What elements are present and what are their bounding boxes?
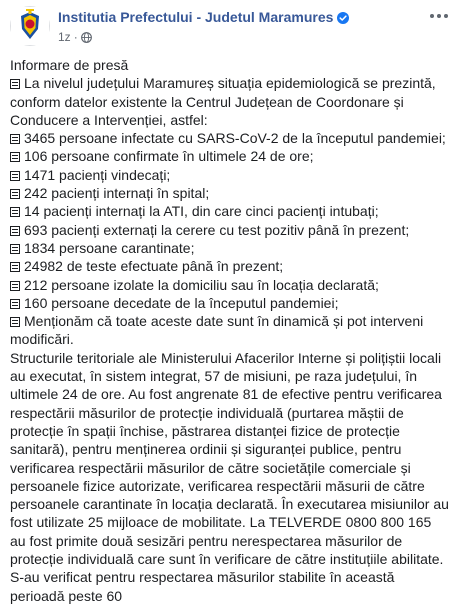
more-options-button[interactable]	[427, 8, 451, 24]
square-bullet-icon	[10, 299, 20, 309]
statistics-item	[10, 257, 450, 275]
page-name-link[interactable]: Institutia Prefectului - Judetul Maramures	[58, 9, 334, 25]
statistics-list	[10, 129, 450, 349]
verified-badge-icon	[337, 11, 349, 23]
coat-of-arms-icon	[11, 7, 49, 45]
statistics-item-text: 14 pacienți internați la ATI, din care cinci pacienți intubați;	[24, 203, 379, 220]
square-bullet-icon	[10, 79, 20, 89]
page-name-row	[58, 8, 349, 26]
statistics-item	[10, 166, 450, 184]
statistics-item-text: 3465 persoane infectate cu SARS-CoV-2 de la începutul pandemiei;	[24, 130, 446, 147]
statistics-item	[10, 294, 450, 312]
square-bullet-icon	[10, 244, 20, 254]
statistics-item-text: 242 pacienți internați în spital;	[24, 185, 210, 202]
statistics-item	[10, 147, 450, 165]
statistics-item	[10, 276, 450, 294]
square-bullet-icon	[10, 226, 20, 236]
post-paragraph: Structurile teritoriale ale Ministerului Afacerilor Interne și polițiștii locali au executat, în sistem integrat, 57 de misiuni, pe raza județului, în ultimele 24 de ore. Au fost angrenate 81 de efective pentru verificarea respectării măsurilor de protecție individuală (purtarea măștii de protecție în spații închise, păstrarea distanței fizice de protecție sanitară), pentru menținerea ordinii și siguranței publice, pentru verificarea respectării măsurilor de către societățile comerciale și persoanele fizice autorizate, verificarea respectării măsurii de către persoanele carantinate în locația declarată. În executarea misiunilor au fost utilizate 25 mijloace de mobilitate. La TELVERDE 0800 800 165 au fost primite două sesizări pentru nerespectarea măsurilor de protecție individuală care sunt în verificare de către instituțiile abilitate. S-au verificat pentru respectarea măsurilor stabilite în această perioadă peste 60	[10, 349, 449, 604]
post-meta	[58, 30, 92, 44]
statistics-item	[10, 312, 450, 349]
statistics-item	[10, 129, 450, 147]
statistics-item-text: 24982 de teste efectuate până în prezent;	[24, 258, 284, 275]
more-options-icon	[430, 14, 434, 18]
post-header	[10, 6, 455, 50]
statistics-item-text: 212 persoane izolate la domiciliu sau în locația declarată;	[24, 276, 379, 293]
statistics-item	[10, 184, 450, 202]
post-text	[10, 56, 450, 605]
square-bullet-icon	[10, 281, 20, 291]
square-bullet-icon	[10, 134, 20, 144]
statistics-item-text: 160 persoane decedate de la începutul pandemiei;	[24, 294, 339, 311]
statistics-item-text: 693 pacienți externați la cerere cu test pozitiv până în prezent;	[24, 221, 410, 238]
statistics-item-text: 106 persoane confirmate în ultimele 24 de ore;	[24, 148, 314, 165]
square-bullet-icon	[10, 207, 20, 217]
globe-icon[interactable]	[81, 32, 92, 43]
square-bullet-icon	[10, 152, 20, 162]
statistics-item-text: 1834 persoane carantinate;	[24, 239, 195, 256]
square-bullet-icon	[10, 189, 20, 199]
meta-separator: ·	[73, 30, 78, 44]
post-title: Informare de presă	[10, 57, 129, 73]
statistics-item-text: 1471 pacienți vindecați;	[24, 166, 171, 183]
square-bullet-icon	[10, 171, 20, 181]
statistics-item	[10, 202, 450, 220]
square-bullet-icon	[10, 317, 20, 327]
page-avatar[interactable]	[10, 6, 50, 46]
statistics-item	[10, 221, 450, 239]
statistics-item-text: Menționăm că toate aceste date sunt în dinamică și pot interveni modificări.	[10, 313, 424, 348]
post-timestamp[interactable]: 1z	[58, 30, 71, 44]
statistics-item	[10, 239, 450, 257]
square-bullet-icon	[10, 262, 20, 272]
post-intro: La nivelul județului Maramureș situația epidemiologică se prezintă, conform datelor existente la Centrul Județean de Coordonare și Conducere a Intervenției, astfel:	[10, 75, 436, 128]
